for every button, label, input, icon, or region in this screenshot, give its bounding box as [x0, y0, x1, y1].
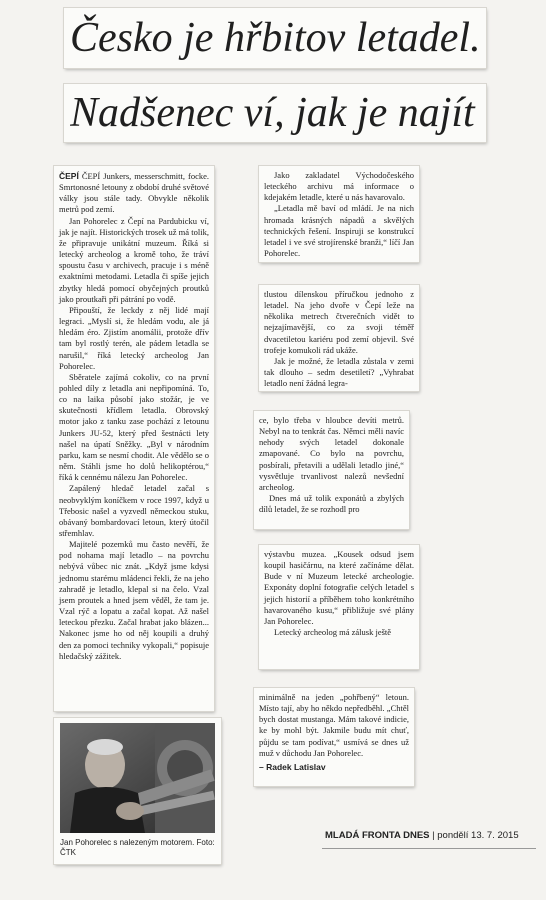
publication-name: MLADÁ FRONTA DNES — [325, 830, 430, 841]
paragraph: ce, bylo třeba v hloubce devíti metrů. Nebyl na to tenkrát čas. Němci měli navíc nehody svých letadel dokonale zmapované. Co bylo na povrchu, posbírali, přetavili a udělali letadlo jiné,“ vysvětluje trvanlivost nalezů nevšední archeolog. — [259, 415, 404, 492]
article-right-block-4 — [259, 545, 419, 669]
photo-clipping — [54, 718, 221, 864]
article-right-block-2 — [259, 285, 419, 391]
paragraph: „Letadla mě baví od mládí. Je na nich hromada krásných nápadů a skvělých technických řešení. Inspiruji se konstrukcí letadel i ve své strojírenské branži,“ líčí Jan Pohorelec. — [264, 203, 414, 259]
photo-caption: Jan Pohorelec s nalezeným motorem. Foto: ČTK — [60, 838, 215, 857]
paragraph: tlustou dílenskou příručkou jednoho z letadel. Na jeho dvoře v Čepí leže na několika metrech čtverečních vidět to nejzajímavější, co za svoji téměř dvacetiletou kariéru pod zemí objevil. Své trofeje komukoli rád ukáže. — [264, 289, 414, 355]
photo-man-with-engine — [60, 723, 215, 833]
paragraph: Připouští, že leckdy z něj lidé mají legraci. „Myslí si, že hledám vodu, ale já hledám éro. Zjistím anomálii, protože dřív tam byl rostlý terén, ale pádem letadla se narušil,“ říká letecký archeolog Jan Pohorelec. — [59, 304, 209, 371]
paragraph: výstavbu muzea. „Kousek odsud jsem koupil hasičárnu, na které začínáme dělat. Bude v ní Muzeum letecké archeologie. Exponáty doplní fotografie celých letadel s jejich historií a příběhem toho konkrétního havarovaného kusu,“ přibližuje své plány Jan Pohorelec. — [264, 549, 414, 626]
paragraph: Majitelé pozemků mu často nevěří, že pod nohama mají letadlo – na povrchu nebývá vůbec nic znát. „Když jsme kdysi jednomu starému mládenci řekli, že na jeho zahradě je letadlo, klepal si na čelo. Vzal jsem proutek a hned jsem věděl, že tam je. Vzal rýč a lopatu a začal kopat. Až našel leteckou přezku. Začal hrabat jako blázen... Nakonec jsme ho od něj koupili a druhý den za pomoci techniky vykopali,“ popisuje hledačský zážitek. — [59, 539, 209, 661]
author-byline: – Radek Latislav — [259, 761, 326, 772]
paragraph: Jak je možné, že letadla zůstala v zemi tak dlouho – sedm desetiletí? „Vyhrabat letadlo není žádná legra- — [264, 355, 414, 389]
photo-image — [60, 723, 215, 833]
article-right-block-1 — [259, 166, 419, 262]
paragraph: Letecký archeolog má zálusk ještě — [274, 627, 392, 638]
paragraph: Sběratele zajímá cokoliv, co na první pohled díly z letadla ani nepřipomíná. To, co na laika působí jako stožár, je ve skutečnosti křídlem letadla. Obrovský motor jako z tanku zase pochází z letounu Junkers JU-52, který před šestnácti lety našel na úpatí Sněžky. „Byl v národním parku, kam se nesmí chodit. Ale vědělo se o něm. Stáhli jsme ho dolů helikoptérou,“ říká k cennému nálezu Jan Pohorelec. — [59, 371, 209, 483]
source-separator: | — [429, 830, 438, 841]
publication-date: pondělí 13. 7. 2015 — [437, 830, 519, 841]
headline-strip-1 — [64, 8, 486, 68]
article-right-block-5 — [254, 688, 414, 786]
headline-line-2: Nadšenec ví, jak je najít — [70, 90, 475, 136]
article-left-column — [54, 166, 214, 711]
paragraph: Jan Pohorelec z Čepí na Pardubicku ví, jak je najít. Historických trosek už má tolik, že připravuje unikátní muzeum. Říká si letecký archeolog a kromě toho, že tráví spoustu času v archivech, pracuje i s méně exaktními metodami. Letadla či spíše jejich zbytky hledá pomocí obyčejných proutků jako proutkaři při pátrání po vodě. — [59, 215, 209, 304]
headline-strip-2 — [64, 84, 486, 142]
lead-text: ČEPÍ Junkers, messerschmitt, focke. Smrtonosné letouny z období druhé světové války jsou stále tady. Obvykle několik metrů pod zemí. — [59, 171, 209, 215]
paragraph: Zapálený hledač letadel začal s neobvyklým koníčkem v roce 1997, když u Třebosic našel a vyzvedl německou stuku, obávaný bombardovací letoun, který útočil střemhlav. — [59, 483, 209, 538]
lead-paragraph — [59, 171, 209, 216]
paragraph: Dnes má už tolik exponátů a zbylých dílů letadel, že se rozhodl pro — [259, 493, 404, 515]
headline-line-1: Česko je hřbitov letadel. — [70, 15, 481, 61]
source-line — [325, 825, 535, 847]
source-underline — [322, 848, 536, 849]
dateline: ČEPÍ — [59, 171, 79, 181]
paragraph: Jako zakladatel Východočeského leteckého archivu má informace o kdejakém letadle, které u nás havarovalo. — [264, 170, 414, 203]
article-right-block-3 — [254, 411, 409, 529]
paragraph: minimálně na jeden „pohřbený“ letoun. Místo tají, aby ho někdo nepředběhl. „Chtěl bych dostat mustanga. Mám takové indicie, ke by mohl být. Jakmile budu mít chuť, půjdu se tam podívat,“ usmívá se dnes už muž v důchodu Jan Pohorelec. — [259, 692, 409, 758]
